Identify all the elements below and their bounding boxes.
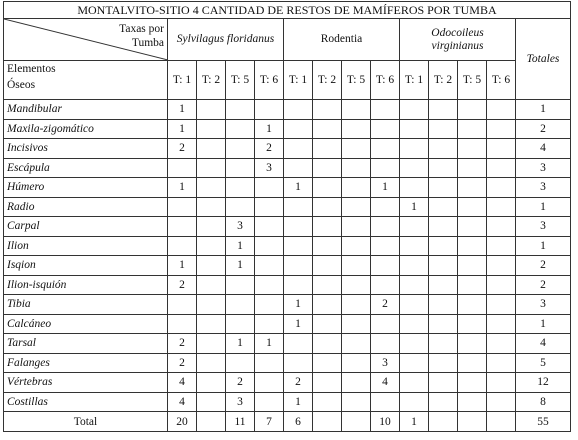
count-cell — [255, 236, 284, 256]
count-cell — [168, 314, 197, 334]
count-cell — [371, 139, 400, 159]
count-cell: 1 — [255, 119, 284, 139]
count-cell: 2 — [168, 139, 197, 159]
element-label: Radio — [4, 197, 168, 217]
count-cell — [400, 256, 429, 276]
count-cell — [429, 334, 458, 354]
corner-header — [4, 19, 168, 61]
table-row — [4, 275, 571, 295]
count-cell: 1 — [168, 119, 197, 139]
element-label: Mandibular — [4, 100, 168, 120]
count-cell — [342, 236, 371, 256]
element-label: Maxila-zigomático — [4, 119, 168, 139]
count-cell: 3 — [255, 158, 284, 178]
count-cell — [429, 217, 458, 237]
table-row — [4, 334, 571, 354]
table-row — [4, 217, 571, 237]
count-cell — [429, 392, 458, 412]
row-total-cell: 5 — [516, 353, 571, 373]
count-cell: 3 — [371, 353, 400, 373]
count-cell — [168, 158, 197, 178]
count-cell — [197, 178, 226, 198]
table-row — [4, 353, 571, 373]
tomb-header: T: 5 — [226, 61, 255, 100]
count-cell — [371, 334, 400, 354]
table-row — [4, 119, 571, 139]
count-cell — [342, 100, 371, 120]
element-label: Carpal — [4, 217, 168, 237]
tomb-header: T: 6 — [487, 61, 516, 100]
count-cell — [168, 295, 197, 315]
element-label: Incisivos — [4, 139, 168, 159]
count-cell — [168, 217, 197, 237]
count-cell — [429, 119, 458, 139]
count-cell — [255, 256, 284, 276]
count-cell — [400, 178, 429, 198]
row-total-cell: 1 — [516, 314, 571, 334]
count-cell — [429, 178, 458, 198]
row-total-cell: 1 — [516, 100, 571, 120]
row-total-cell: 1 — [516, 236, 571, 256]
table-row — [4, 158, 571, 178]
row-total-cell: 3 — [516, 158, 571, 178]
count-cell — [342, 392, 371, 412]
count-cell — [458, 275, 487, 295]
count-cell — [487, 100, 516, 120]
count-cell — [197, 256, 226, 276]
count-cell — [400, 353, 429, 373]
count-cell — [342, 139, 371, 159]
count-cell — [255, 178, 284, 198]
count-cell: 4 — [168, 392, 197, 412]
count-cell — [313, 392, 342, 412]
count-cell — [429, 197, 458, 217]
count-cell — [342, 197, 371, 217]
count-cell — [284, 334, 313, 354]
count-cell — [371, 158, 400, 178]
row-total-cell: 3 — [516, 295, 571, 315]
count-cell — [197, 353, 226, 373]
count-cell — [371, 236, 400, 256]
data-table — [3, 1, 571, 432]
count-cell — [458, 158, 487, 178]
count-cell — [313, 236, 342, 256]
count-cell — [371, 217, 400, 237]
element-label: Costillas — [4, 392, 168, 412]
tomb-header: T: 2 — [313, 61, 342, 100]
row-total-cell: 1 — [516, 197, 571, 217]
taxon-header-odocoileus: Odocoileus virginianus — [400, 19, 516, 61]
count-cell — [342, 217, 371, 237]
count-cell — [197, 334, 226, 354]
tomb-header: T: 5 — [342, 61, 371, 100]
count-cell — [487, 314, 516, 334]
taxon-header-sylvilagus: Sylvilagus floridanus — [168, 19, 284, 61]
count-cell — [197, 392, 226, 412]
count-cell — [342, 314, 371, 334]
row-total-cell: 4 — [516, 139, 571, 159]
tomb-header: T: 6 — [255, 61, 284, 100]
element-label: Ilion-isquión — [4, 275, 168, 295]
count-cell: 1 — [168, 178, 197, 198]
count-cell — [226, 119, 255, 139]
count-cell — [487, 275, 516, 295]
row-total-cell: 2 — [516, 275, 571, 295]
total-row — [4, 412, 571, 432]
count-cell — [313, 217, 342, 237]
count-cell — [342, 412, 371, 432]
count-cell — [255, 217, 284, 237]
count-cell — [313, 197, 342, 217]
count-cell — [400, 334, 429, 354]
count-cell — [458, 256, 487, 276]
table-row — [4, 100, 571, 120]
count-cell — [197, 139, 226, 159]
count-cell — [342, 119, 371, 139]
count-cell — [168, 197, 197, 217]
count-cell — [197, 217, 226, 237]
row-total-cell: 3 — [516, 178, 571, 198]
count-cell: 1 — [284, 295, 313, 315]
count-cell — [458, 373, 487, 393]
count-cell — [313, 295, 342, 315]
element-label: Isqion — [4, 256, 168, 276]
count-cell — [284, 353, 313, 373]
count-cell — [458, 295, 487, 315]
count-cell — [371, 119, 400, 139]
count-cell — [487, 373, 516, 393]
count-cell — [284, 197, 313, 217]
table-body — [4, 100, 571, 432]
count-cell: 10 — [371, 412, 400, 432]
element-label: Calcáneo — [4, 314, 168, 334]
count-cell — [226, 314, 255, 334]
row-total-cell: 12 — [516, 373, 571, 393]
count-cell — [284, 236, 313, 256]
count-cell — [487, 197, 516, 217]
count-cell: 2 — [284, 373, 313, 393]
count-cell — [487, 178, 516, 198]
count-cell — [197, 100, 226, 120]
row-total-cell: 8 — [516, 392, 571, 412]
count-cell — [313, 314, 342, 334]
corner-taxas-label: Taxas por Tumba — [119, 23, 164, 49]
table-row — [4, 256, 571, 276]
count-cell — [226, 197, 255, 217]
element-label: Tibia — [4, 295, 168, 315]
count-cell — [487, 295, 516, 315]
count-cell: 6 — [284, 412, 313, 432]
count-cell — [313, 353, 342, 373]
count-cell — [429, 139, 458, 159]
count-cell — [255, 373, 284, 393]
count-cell — [458, 236, 487, 256]
table-row — [4, 197, 571, 217]
count-cell — [197, 197, 226, 217]
count-cell: 1 — [226, 236, 255, 256]
total-row-label: Total — [4, 412, 168, 432]
count-cell — [313, 158, 342, 178]
tomb-header: T: 2 — [197, 61, 226, 100]
taxon-header-rodentia: Rodentia — [284, 19, 400, 61]
count-cell: 1 — [226, 334, 255, 354]
count-cell — [284, 256, 313, 276]
count-cell — [371, 100, 400, 120]
count-cell — [429, 256, 458, 276]
element-label: Falanges — [4, 353, 168, 373]
count-cell — [342, 334, 371, 354]
count-cell: 1 — [284, 178, 313, 198]
count-cell — [487, 236, 516, 256]
count-cell — [284, 100, 313, 120]
count-cell — [284, 217, 313, 237]
count-cell — [400, 100, 429, 120]
count-cell — [342, 353, 371, 373]
count-cell — [487, 119, 516, 139]
count-cell — [313, 275, 342, 295]
count-cell — [197, 275, 226, 295]
count-cell — [284, 119, 313, 139]
count-cell: 2 — [371, 295, 400, 315]
count-cell — [458, 139, 487, 159]
tomb-header: T: 2 — [429, 61, 458, 100]
count-cell — [197, 236, 226, 256]
count-cell: 3 — [226, 392, 255, 412]
count-cell — [487, 412, 516, 432]
table-container — [3, 1, 571, 432]
count-cell — [429, 295, 458, 315]
count-cell — [313, 100, 342, 120]
table-row — [4, 139, 571, 159]
count-cell — [342, 178, 371, 198]
count-cell — [197, 314, 226, 334]
table-row — [4, 392, 571, 412]
count-cell — [226, 158, 255, 178]
count-cell — [429, 275, 458, 295]
count-cell — [342, 295, 371, 315]
count-cell — [487, 256, 516, 276]
count-cell: 7 — [255, 412, 284, 432]
element-label: Tarsal — [4, 334, 168, 354]
row-total-cell: 3 — [516, 217, 571, 237]
count-cell: 2 — [168, 275, 197, 295]
count-cell — [429, 100, 458, 120]
count-cell — [342, 373, 371, 393]
element-label: Húmero — [4, 178, 168, 198]
count-cell — [487, 217, 516, 237]
table-row — [4, 178, 571, 198]
count-cell: 1 — [400, 197, 429, 217]
count-cell: 1 — [226, 256, 255, 276]
count-cell: 1 — [371, 178, 400, 198]
count-cell: 4 — [168, 373, 197, 393]
tomb-header: T: 1 — [168, 61, 197, 100]
count-cell — [371, 256, 400, 276]
count-cell — [197, 412, 226, 432]
count-cell — [400, 295, 429, 315]
count-cell: 1 — [168, 100, 197, 120]
count-cell — [226, 178, 255, 198]
count-cell — [458, 197, 487, 217]
count-cell — [255, 353, 284, 373]
count-cell — [487, 392, 516, 412]
count-cell: 20 — [168, 412, 197, 432]
totals-header: Totales — [516, 19, 571, 100]
count-cell — [458, 217, 487, 237]
count-cell — [400, 158, 429, 178]
count-cell — [400, 314, 429, 334]
count-cell — [313, 256, 342, 276]
count-cell — [313, 412, 342, 432]
count-cell — [458, 334, 487, 354]
element-label: Ilion — [4, 236, 168, 256]
count-cell — [226, 139, 255, 159]
count-cell — [371, 392, 400, 412]
count-cell — [197, 158, 226, 178]
count-cell — [400, 119, 429, 139]
count-cell — [197, 119, 226, 139]
table-row — [4, 295, 571, 315]
count-cell — [168, 236, 197, 256]
count-cell — [400, 217, 429, 237]
table-row — [4, 373, 571, 393]
count-cell — [458, 119, 487, 139]
table-row — [4, 236, 571, 256]
count-cell — [400, 373, 429, 393]
count-cell — [371, 314, 400, 334]
count-cell — [255, 392, 284, 412]
count-cell — [400, 392, 429, 412]
count-cell: 3 — [226, 217, 255, 237]
count-cell — [458, 412, 487, 432]
table-row — [4, 314, 571, 334]
elements-header: Elementos Óseos — [4, 61, 168, 100]
count-cell — [487, 353, 516, 373]
count-cell: 2 — [168, 334, 197, 354]
element-label: Vértebras — [4, 373, 168, 393]
count-cell — [342, 158, 371, 178]
row-total-cell: 4 — [516, 334, 571, 354]
count-cell — [255, 314, 284, 334]
count-cell — [284, 275, 313, 295]
count-cell — [313, 139, 342, 159]
count-cell — [284, 139, 313, 159]
count-cell — [458, 100, 487, 120]
count-cell — [371, 275, 400, 295]
count-cell: 2 — [168, 353, 197, 373]
count-cell — [429, 353, 458, 373]
count-cell — [429, 236, 458, 256]
count-cell — [342, 256, 371, 276]
count-cell — [255, 197, 284, 217]
tomb-header: T: 1 — [400, 61, 429, 100]
count-cell: 1 — [255, 334, 284, 354]
count-cell — [429, 373, 458, 393]
count-cell — [197, 295, 226, 315]
count-cell — [226, 275, 255, 295]
count-cell: 1 — [400, 412, 429, 432]
count-cell — [487, 158, 516, 178]
count-cell: 1 — [168, 256, 197, 276]
count-cell — [400, 139, 429, 159]
row-total-cell: 55 — [516, 412, 571, 432]
count-cell — [458, 353, 487, 373]
count-cell — [313, 334, 342, 354]
count-cell — [429, 158, 458, 178]
count-cell — [313, 373, 342, 393]
count-cell — [371, 197, 400, 217]
count-cell — [226, 100, 255, 120]
row-total-cell: 2 — [516, 119, 571, 139]
count-cell — [226, 295, 255, 315]
count-cell — [313, 178, 342, 198]
count-cell: 1 — [284, 392, 313, 412]
count-cell — [458, 314, 487, 334]
count-cell — [429, 314, 458, 334]
count-cell — [429, 412, 458, 432]
count-cell: 11 — [226, 412, 255, 432]
count-cell — [226, 353, 255, 373]
count-cell: 1 — [284, 314, 313, 334]
element-label: Escápula — [4, 158, 168, 178]
count-cell — [458, 392, 487, 412]
table-title: MONTALVITO-SITIO 4 CANTIDAD DE RESTOS DE MAMÍFEROS POR TUMBA — [4, 2, 571, 19]
count-cell — [255, 100, 284, 120]
tomb-header: T: 6 — [371, 61, 400, 100]
count-cell — [400, 275, 429, 295]
count-cell — [487, 334, 516, 354]
count-cell — [313, 119, 342, 139]
tomb-header: T: 5 — [458, 61, 487, 100]
count-cell: 2 — [226, 373, 255, 393]
count-cell — [487, 139, 516, 159]
count-cell — [400, 236, 429, 256]
count-cell — [197, 373, 226, 393]
tomb-header: T: 1 — [284, 61, 313, 100]
count-cell — [284, 158, 313, 178]
count-cell — [342, 275, 371, 295]
row-total-cell: 2 — [516, 256, 571, 276]
count-cell — [255, 275, 284, 295]
count-cell — [255, 295, 284, 315]
count-cell — [458, 178, 487, 198]
count-cell: 4 — [371, 373, 400, 393]
count-cell: 2 — [255, 139, 284, 159]
